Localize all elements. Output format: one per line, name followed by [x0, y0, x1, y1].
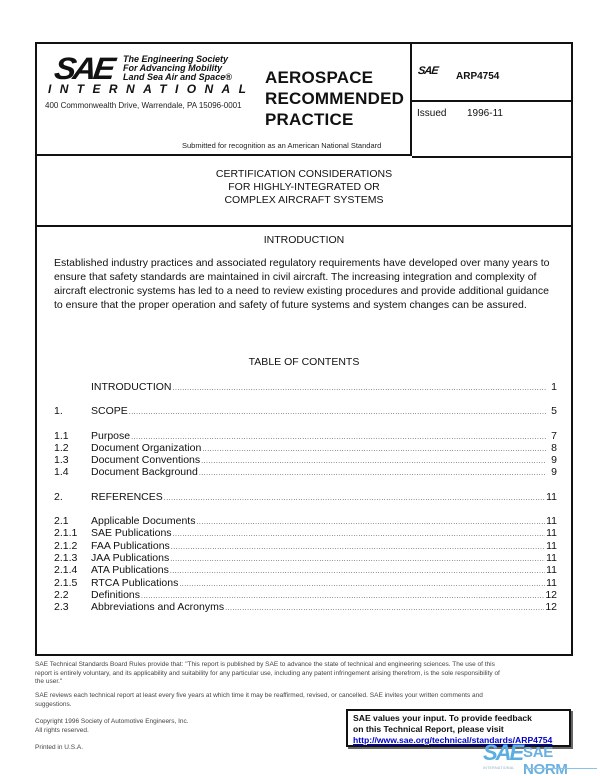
leader-dots: [170, 566, 545, 578]
sae-small-logo: SAE: [417, 65, 439, 77]
leader-dots: [129, 407, 546, 419]
toc-entry[interactable]: 2.2 Definitions ..... 12: [54, 589, 557, 601]
toc-heading: TABLE OF CONTENTS: [248, 356, 360, 368]
issue-panel: [412, 102, 571, 158]
watermark-subtext: INTERNATIONAL: [483, 766, 515, 770]
watermark-rule: [525, 768, 597, 769]
leader-dots: [201, 456, 546, 468]
introduction-heading: INTRODUCTION: [263, 234, 345, 246]
toc-entry[interactable]: 2.1.2 FAA Publications ..... 11: [54, 540, 557, 552]
toc-entry[interactable]: 2.3 Abbreviations and Acronyms ..... 12: [54, 601, 557, 613]
leader-dots: [199, 468, 546, 480]
document-number: ARP4754: [456, 71, 500, 82]
toc-entry[interactable]: 1. SCOPE ..... 5: [54, 405, 557, 417]
board-rules-notice: SAE Technical Standards Board Rules provide that: "This report is published by SAE to advance the state of technical and engineering sciences. The use of this report is entirely voluntary, and its applicability and suitability for any particular use, including any patent infringement arising therefrom, is the sole responsibility of the user.": [35, 661, 500, 686]
watermark-text: SAE NORM: [523, 744, 568, 776]
toc-entry[interactable]: 1.1 Purpose ..... 7: [54, 430, 557, 442]
printed-in: Printed in U.S.A.: [35, 744, 84, 751]
review-notice: SAE reviews each technical report at least every five years at which time it may be reaffirmed, revised, or cancelled. SAE invites your written comments and suggestions.: [35, 692, 483, 708]
toc-entry[interactable]: 2. REFERENCES ..... 11: [54, 491, 557, 503]
sae-logo-mark: SAE: [52, 51, 115, 86]
copyright: Copyright 1996 Society of Automotive Engineers, Inc. All rights reserved.: [35, 718, 189, 734]
feedback-box: SAE values your input. To provide feedback on this Technical Report, please visit http://www.sae.org/technical/standards/ARP4754: [346, 709, 571, 747]
toc-entry[interactable]: 1.4 Document Background ..... 9: [54, 466, 557, 478]
leader-dots: [179, 579, 545, 591]
leader-dots: [173, 529, 546, 541]
leader-dots: [171, 542, 545, 554]
introduction-body: Established industry practices and associated regulatory requirements have developed over many years to ensure that safety standards are maintained in civil aircraft. The increasing integration and complexity of aircraft electronic systems has led to a need to review existing procedures and provide additional guidance to ensure that the proper operation and safety of future systems and system changes can be assured.: [54, 257, 550, 311]
toc-entry[interactable]: INTRODUCTION ..... 1: [54, 381, 557, 393]
sae-logo: [46, 51, 276, 105]
sae-international-text: INTERNATIONAL: [48, 82, 255, 96]
issued-label: Issued: [417, 108, 447, 119]
sae-norm-watermark: [483, 742, 600, 776]
leader-dots: [173, 383, 547, 395]
issued-date: 1996-11: [467, 108, 503, 119]
leader-dots: [202, 444, 546, 456]
toc-entry[interactable]: 2.1.1 SAE Publications ..... 11: [54, 527, 557, 539]
document-frame: [35, 42, 573, 656]
sae-tagline: The Engineering Society For Advancing Mobility Land Sea Air and Space®: [123, 54, 232, 82]
toc-entry[interactable]: 2.1.5 RTCA Publications ..... 11: [54, 577, 557, 589]
sae-address: 400 Commonwealth Drive, Warrendale, PA 15096-0001: [45, 101, 242, 110]
title-divider: [37, 225, 571, 227]
toc-entry[interactable]: 2.1 Applicable Documents ..... 11: [54, 515, 557, 527]
toc-entry[interactable]: 2.1.3 JAA Publications ..... 11: [54, 552, 557, 564]
table-of-contents: [54, 381, 557, 613]
watermark-sae-icon: SAE: [483, 740, 523, 765]
toc-entry[interactable]: 2.1.4 ATA Publications ..... 11: [54, 564, 557, 576]
document-title: CERTIFICATION CONSIDERATIONS FOR HIGHLY-INTEGRATED OR COMPLEX AIRCRAFT SYSTEMS: [215, 168, 393, 206]
leader-dots: [225, 603, 544, 615]
toc-entry[interactable]: 1.2 Document Organization ..... 8: [54, 442, 557, 454]
feedback-link[interactable]: http://www.sae.org/technical/standards/ARP4754: [353, 735, 553, 745]
toc-entry[interactable]: 1.3 Document Conventions ..... 9: [54, 454, 557, 466]
document-type: AEROSPACE RECOMMENDED PRACTICE: [265, 68, 405, 129]
submitted-note: Submitted for recognition as an American National Standard: [182, 141, 382, 150]
leader-dots: [170, 554, 545, 566]
leader-dots: [196, 517, 545, 529]
leader-dots: [164, 493, 545, 505]
header-left-panel: [37, 44, 412, 156]
document-number-panel: [412, 44, 571, 102]
